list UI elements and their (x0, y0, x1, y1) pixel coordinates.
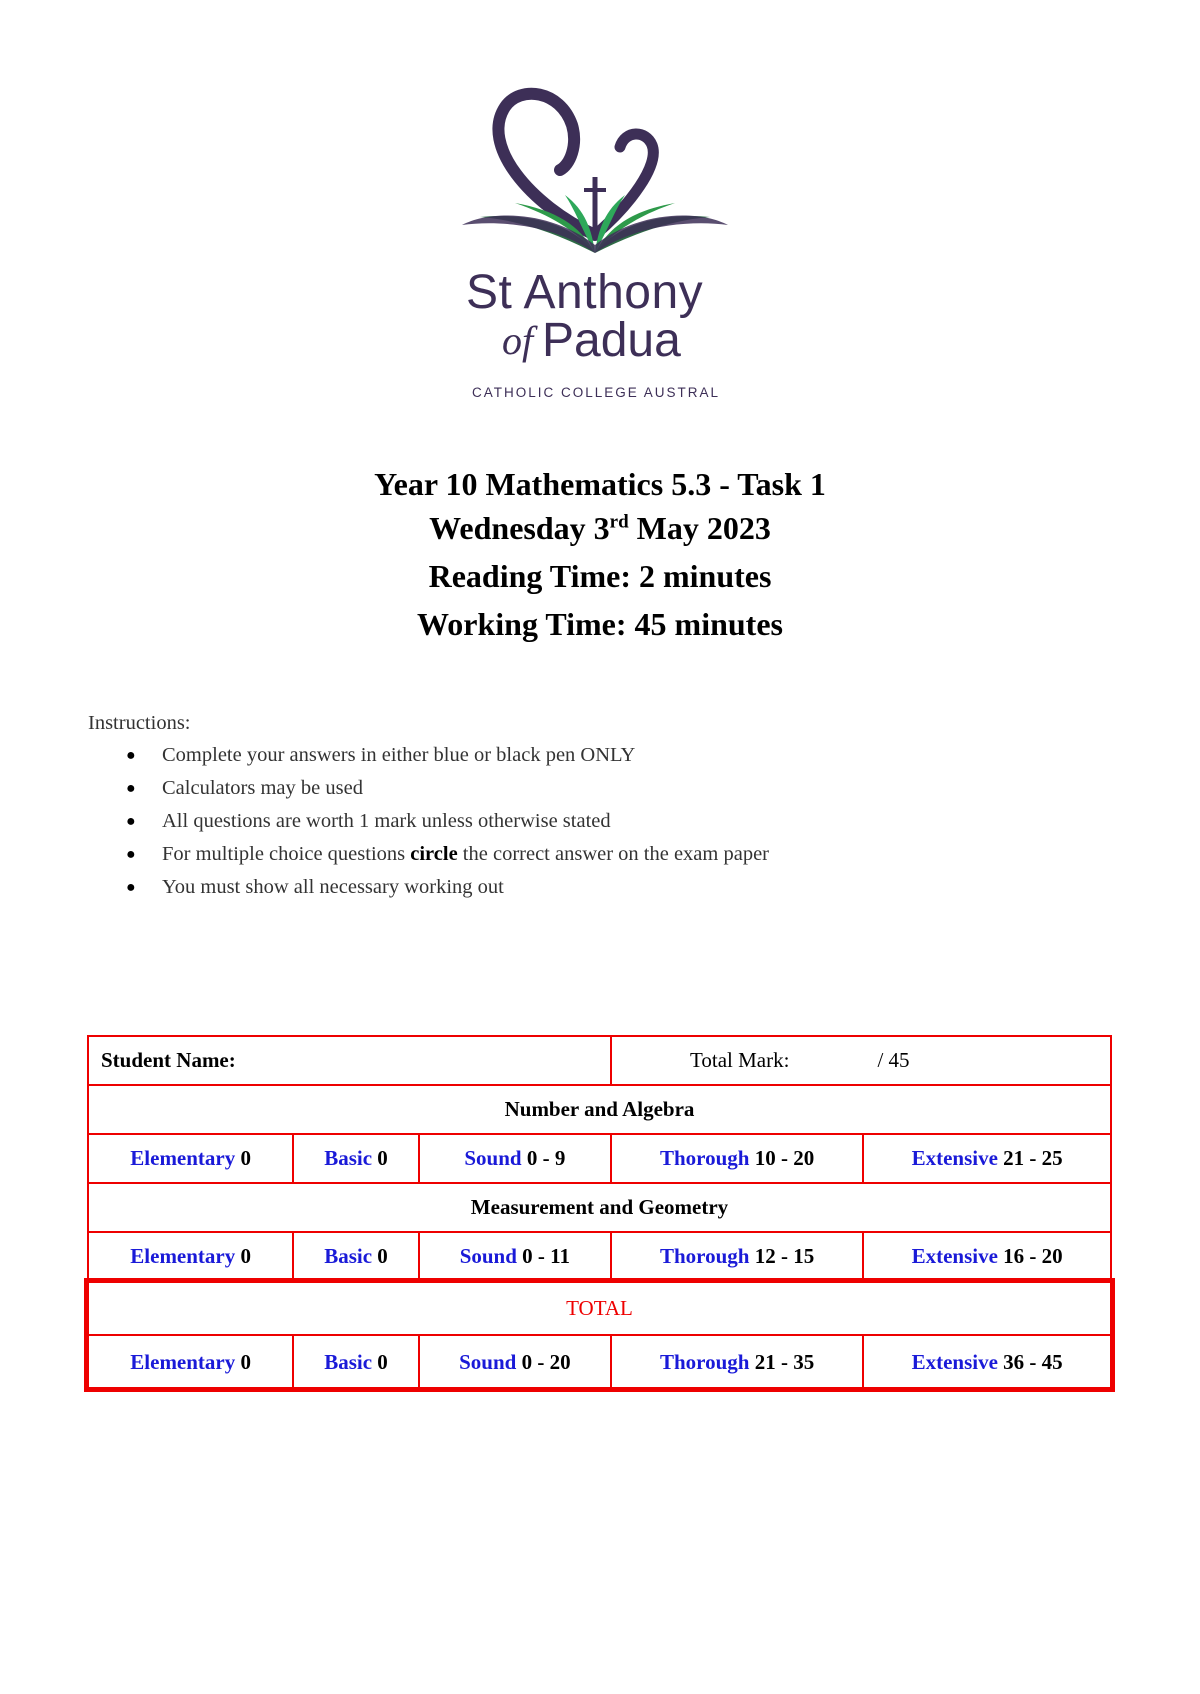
instruction-item (88, 838, 769, 871)
reading-time: Reading Time: 2 minutes (428, 558, 772, 594)
section-title: Number and Algebra (88, 1085, 1111, 1134)
instruction-text: You must show all necessary working out (162, 876, 504, 898)
band-name: Thorough (659, 1244, 750, 1268)
student-name-cell[interactable] (88, 1036, 611, 1085)
band-name: Extensive (911, 1146, 998, 1170)
band-range: 0 (372, 1146, 388, 1170)
exam-title: Year 10 Mathematics 5.3 - Task 1 (374, 466, 826, 502)
band-range: 0 - 20 (516, 1349, 571, 1374)
instruction-text: For multiple choice questions (162, 843, 411, 865)
band-cell (419, 1335, 611, 1389)
section-row (88, 1183, 1111, 1232)
total-mark-label: Total Mark: (690, 1048, 790, 1072)
school-logo (460, 85, 760, 405)
bands-row (88, 1335, 1111, 1389)
exam-date (0, 506, 1200, 550)
bands-row (88, 1232, 1111, 1281)
band-name: Thorough (659, 1146, 750, 1170)
band-cell (293, 1134, 418, 1183)
band-range: 0 - 11 (516, 1244, 570, 1268)
band-range: 0 (235, 1349, 252, 1374)
heart-book-emblem (460, 85, 760, 275)
band-cell (863, 1335, 1111, 1389)
bullet-icon: ● (126, 879, 136, 896)
instruction-text: All questions are worth 1 mark unless otherwise stated (162, 810, 611, 832)
section-row (88, 1085, 1111, 1134)
band-cell (611, 1335, 863, 1389)
band-name: Basic (324, 1349, 373, 1374)
instructions-list (88, 739, 769, 904)
exam-date-suffix-sup: rd (609, 511, 629, 533)
instruction-text-rest: the correct answer on the exam paper (457, 843, 770, 865)
instruction-item (88, 871, 769, 904)
instruction-item (88, 772, 769, 805)
band-name: Extensive (911, 1244, 998, 1268)
band-range: 0 (235, 1244, 252, 1268)
band-name: Elementary (130, 1146, 236, 1170)
instruction-bold: circle (410, 843, 458, 865)
instruction-item (88, 805, 769, 838)
exam-date-prefix: Wednesday 3 (429, 510, 610, 546)
total-section-cell (88, 1281, 1111, 1335)
bullet-icon: ● (126, 780, 136, 797)
instruction-item (88, 739, 769, 772)
band-name: Extensive (911, 1349, 998, 1374)
band-name: Elementary (130, 1244, 236, 1268)
student-name-label: Student Name: (101, 1048, 236, 1072)
band-cell (293, 1232, 418, 1281)
band-name: Thorough (659, 1349, 750, 1374)
working-time: Working Time: 45 minutes (417, 606, 783, 642)
band-cell (293, 1335, 418, 1389)
total-section-row (88, 1281, 1111, 1335)
logo-name-line1: St Anthony (466, 266, 704, 319)
student-row (88, 1036, 1111, 1085)
logo-subtitle: CATHOLIC COLLEGE AUSTRAL (472, 385, 721, 400)
band-cell (863, 1232, 1111, 1281)
band-cell (88, 1232, 293, 1281)
exam-date-rest: May 2023 (628, 510, 771, 546)
band-range: 0 (372, 1349, 388, 1374)
logo-name-line2: Padua (542, 314, 681, 367)
bullet-icon: ● (126, 747, 136, 764)
band-range: 36 - 45 (997, 1349, 1063, 1374)
instructions (88, 712, 769, 904)
band-range: 0 (235, 1146, 252, 1170)
band-cell (611, 1134, 863, 1183)
band-name: Sound (459, 1349, 517, 1374)
band-cell (419, 1134, 611, 1183)
bullet-icon: ● (126, 813, 136, 830)
band-range: 10 - 20 (749, 1146, 815, 1170)
band-range: 16 - 20 (997, 1244, 1063, 1268)
total-mark-value: / 45 (877, 1048, 910, 1072)
logo-of: of (502, 318, 534, 363)
band-range: 21 - 25 (997, 1146, 1063, 1170)
band-range: 0 (372, 1244, 388, 1268)
instruction-text: Complete your answers in either blue or black pen ONLY (162, 744, 636, 766)
band-cell (88, 1134, 293, 1183)
band-range: 21 - 35 (749, 1349, 815, 1374)
band-cell (419, 1232, 611, 1281)
band-range: 0 - 9 (521, 1146, 566, 1170)
marks-table (87, 1035, 1112, 1390)
bullet-icon: ● (126, 846, 136, 863)
band-name: Sound (459, 1244, 517, 1268)
band-cell (88, 1335, 293, 1389)
band-name: Sound (464, 1146, 522, 1170)
band-range: 12 - 15 (749, 1244, 815, 1268)
instructions-title: Instructions: (88, 712, 191, 734)
band-cell (611, 1232, 863, 1281)
band-name: Basic (324, 1244, 373, 1268)
total-mark-cell[interactable] (611, 1036, 1111, 1085)
instruction-text: Calculators may be used (162, 777, 363, 799)
total-section-title: TOTAL (566, 1295, 633, 1320)
band-name: Basic (324, 1146, 373, 1170)
bands-row (88, 1134, 1111, 1183)
section-title: Measurement and Geometry (88, 1183, 1111, 1232)
band-name: Elementary (130, 1349, 236, 1374)
band-cell (863, 1134, 1111, 1183)
